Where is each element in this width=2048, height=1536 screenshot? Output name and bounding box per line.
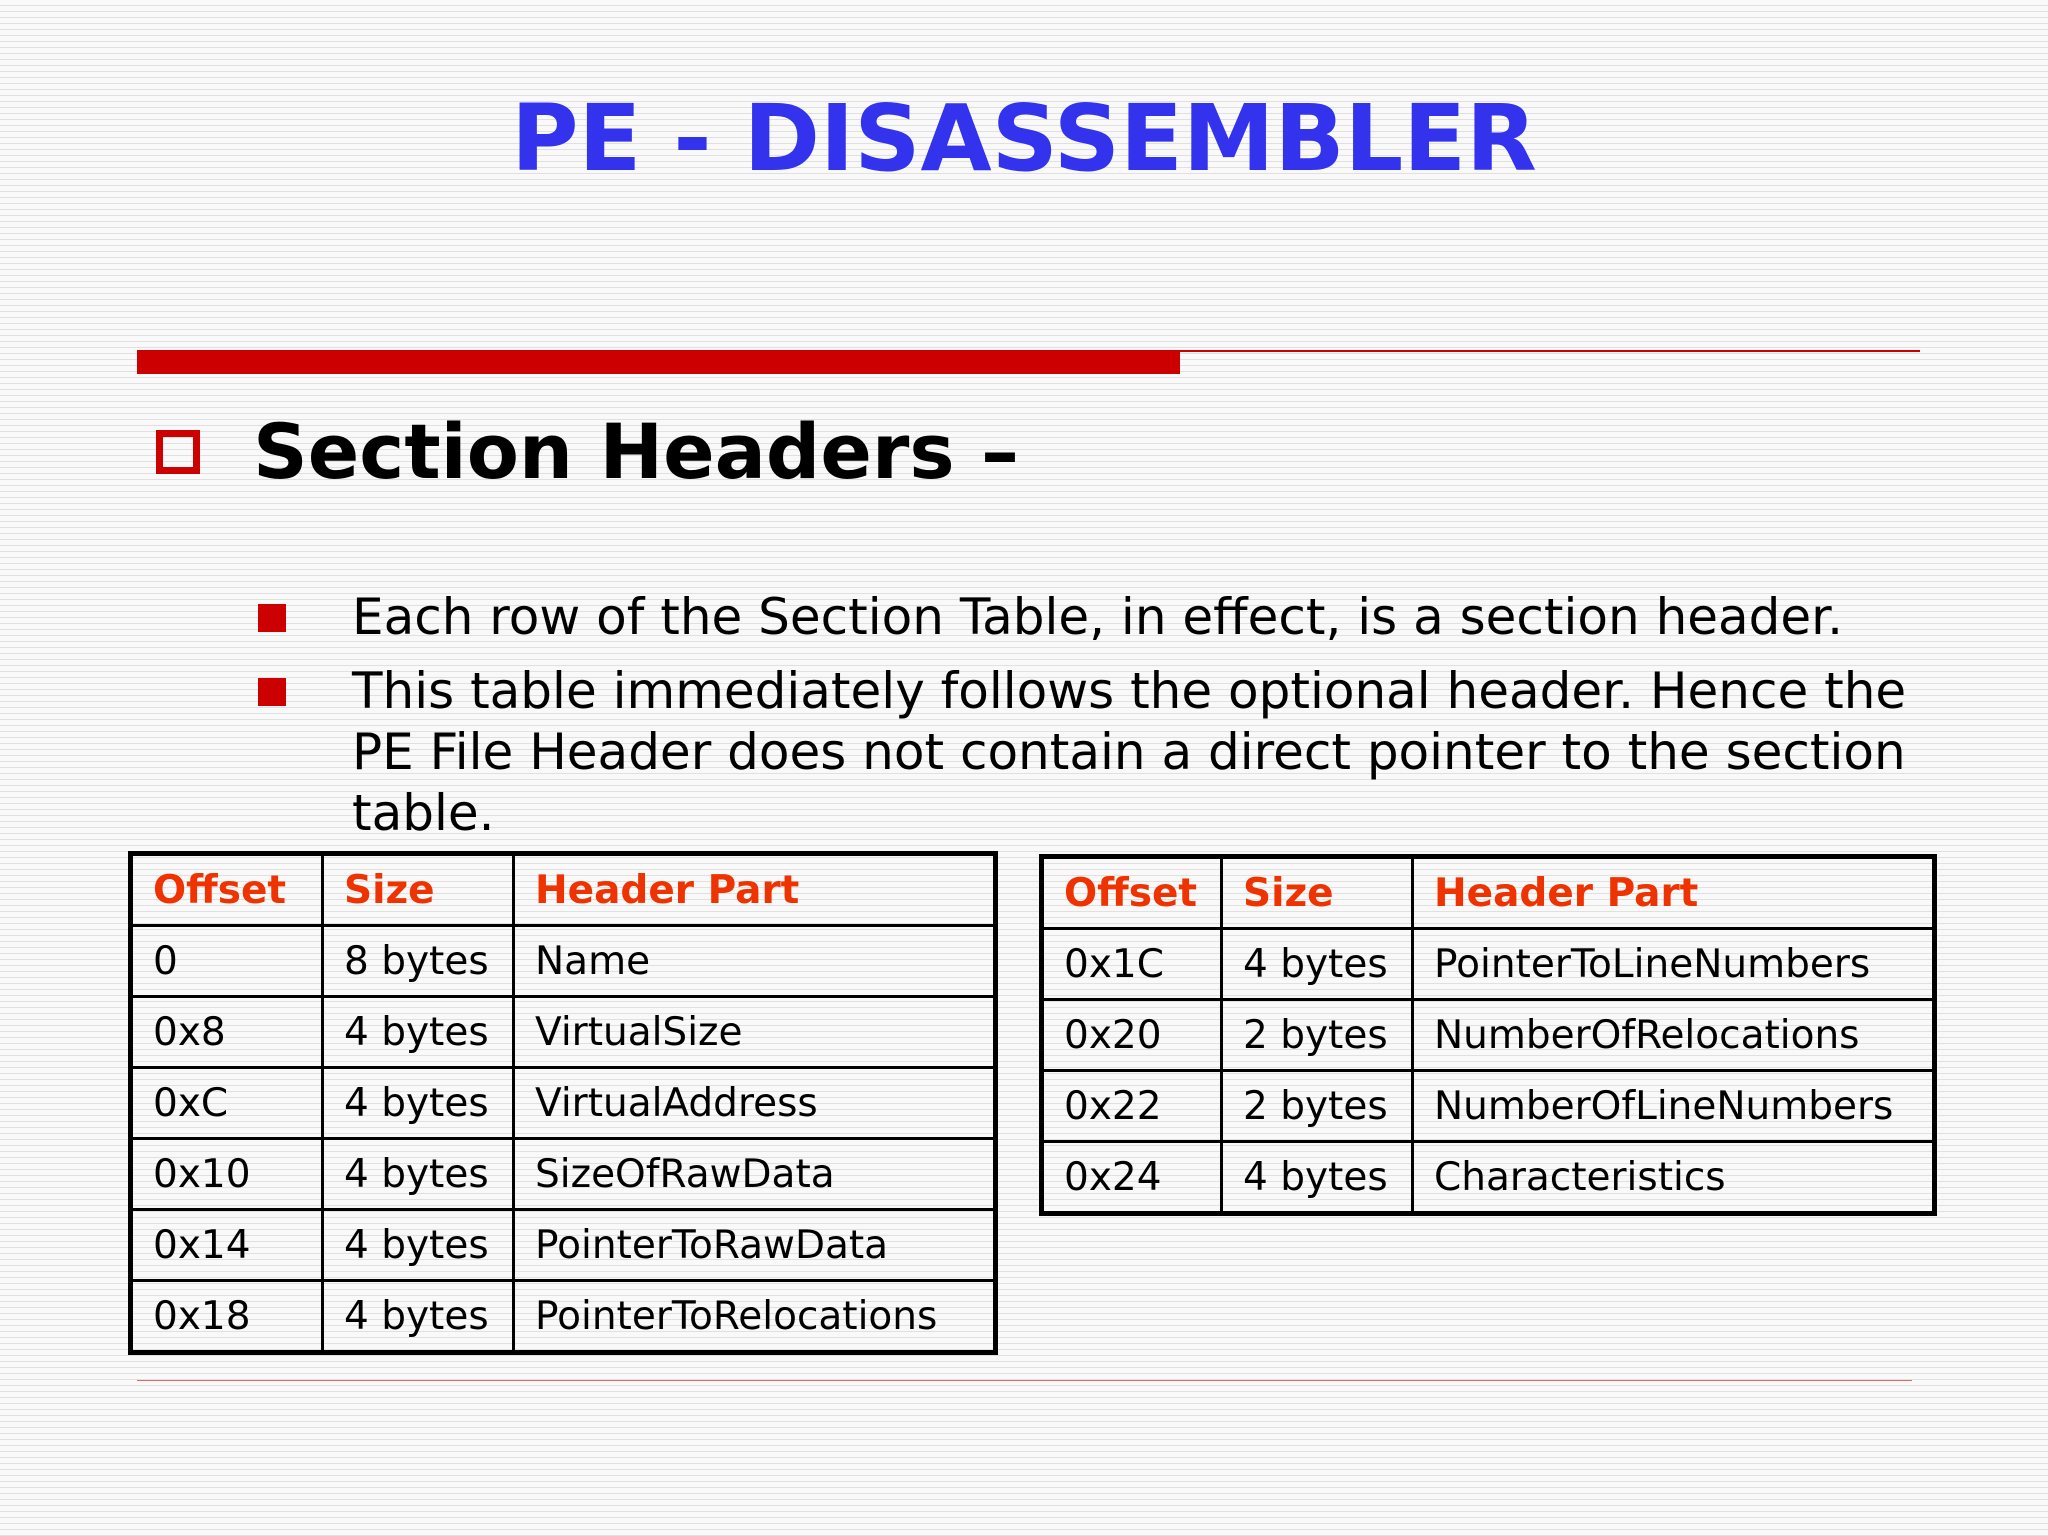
table-row [1042, 929, 1935, 1000]
section-table-left [128, 851, 998, 1355]
cell-size: 4 bytes [323, 1281, 514, 1353]
cell-header-part: Characteristics [1413, 1142, 1935, 1214]
cell-size: 4 bytes [1222, 1142, 1413, 1214]
cell-offset: 0x24 [1042, 1142, 1222, 1214]
col-header-header-part: Header Part [514, 854, 996, 926]
cell-size: 2 bytes [1222, 1071, 1413, 1142]
table-row [1042, 1142, 1935, 1214]
section-table-right [1039, 854, 1937, 1216]
cell-offset: 0x22 [1042, 1071, 1222, 1142]
col-header-size: Size [1222, 857, 1413, 929]
cell-size: 4 bytes [323, 1139, 514, 1210]
table-row [131, 926, 996, 997]
cell-size: 2 bytes [1222, 1000, 1413, 1071]
section-heading: Section Headers – [253, 407, 1020, 496]
table-header-row [131, 854, 996, 926]
table-header-row [1042, 857, 1935, 929]
cell-size: 4 bytes [323, 1210, 514, 1281]
table-row [131, 1068, 996, 1139]
table-row [1042, 1071, 1935, 1142]
square-bullet-icon [258, 604, 286, 632]
table-row [131, 1210, 996, 1281]
table-row [1042, 1000, 1935, 1071]
cell-offset: 0x1C [1042, 929, 1222, 1000]
bullet-text-2: This table immediately follows the optional header. Hence the PE File Header does not contain a direct pointer to the section table. [352, 662, 1907, 842]
hollow-square-bullet-icon [156, 430, 200, 474]
cell-header-part: PointerToLineNumbers [1413, 929, 1935, 1000]
title-divider-thin [1180, 350, 1920, 352]
table-row [131, 1281, 996, 1353]
cell-header-part: NumberOfRelocations [1413, 1000, 1935, 1071]
col-header-size: Size [323, 854, 514, 926]
footer-divider [137, 1380, 1912, 1381]
table-row [131, 1139, 996, 1210]
cell-header-part: NumberOfLineNumbers [1413, 1071, 1935, 1142]
cell-size: 4 bytes [323, 997, 514, 1068]
title-divider-thick [137, 350, 1180, 374]
cell-header-part: VirtualAddress [514, 1068, 996, 1139]
cell-header-part: Name [514, 926, 996, 997]
cell-header-part: PointerToRelocations [514, 1281, 996, 1353]
cell-offset: 0x8 [131, 997, 323, 1068]
cell-offset: 0x20 [1042, 1000, 1222, 1071]
col-header-offset: Offset [131, 854, 323, 926]
slide-title: PE - DISASSEMBLER [511, 85, 1537, 192]
col-header-header-part: Header Part [1413, 857, 1935, 929]
table-row [131, 997, 996, 1068]
cell-header-part: VirtualSize [514, 997, 996, 1068]
cell-header-part: PointerToRawData [514, 1210, 996, 1281]
cell-offset: 0x18 [131, 1281, 323, 1353]
cell-offset: 0 [131, 926, 323, 997]
cell-size: 4 bytes [323, 1068, 514, 1139]
cell-size: 4 bytes [1222, 929, 1413, 1000]
cell-header-part: SizeOfRawData [514, 1139, 996, 1210]
bullet-text-1: Each row of the Section Table, in effect, is a section header. [352, 588, 1844, 646]
square-bullet-icon [258, 678, 286, 706]
cell-offset: 0x14 [131, 1210, 323, 1281]
cell-size: 8 bytes [323, 926, 514, 997]
cell-offset: 0xC [131, 1068, 323, 1139]
col-header-offset: Offset [1042, 857, 1222, 929]
cell-offset: 0x10 [131, 1139, 323, 1210]
